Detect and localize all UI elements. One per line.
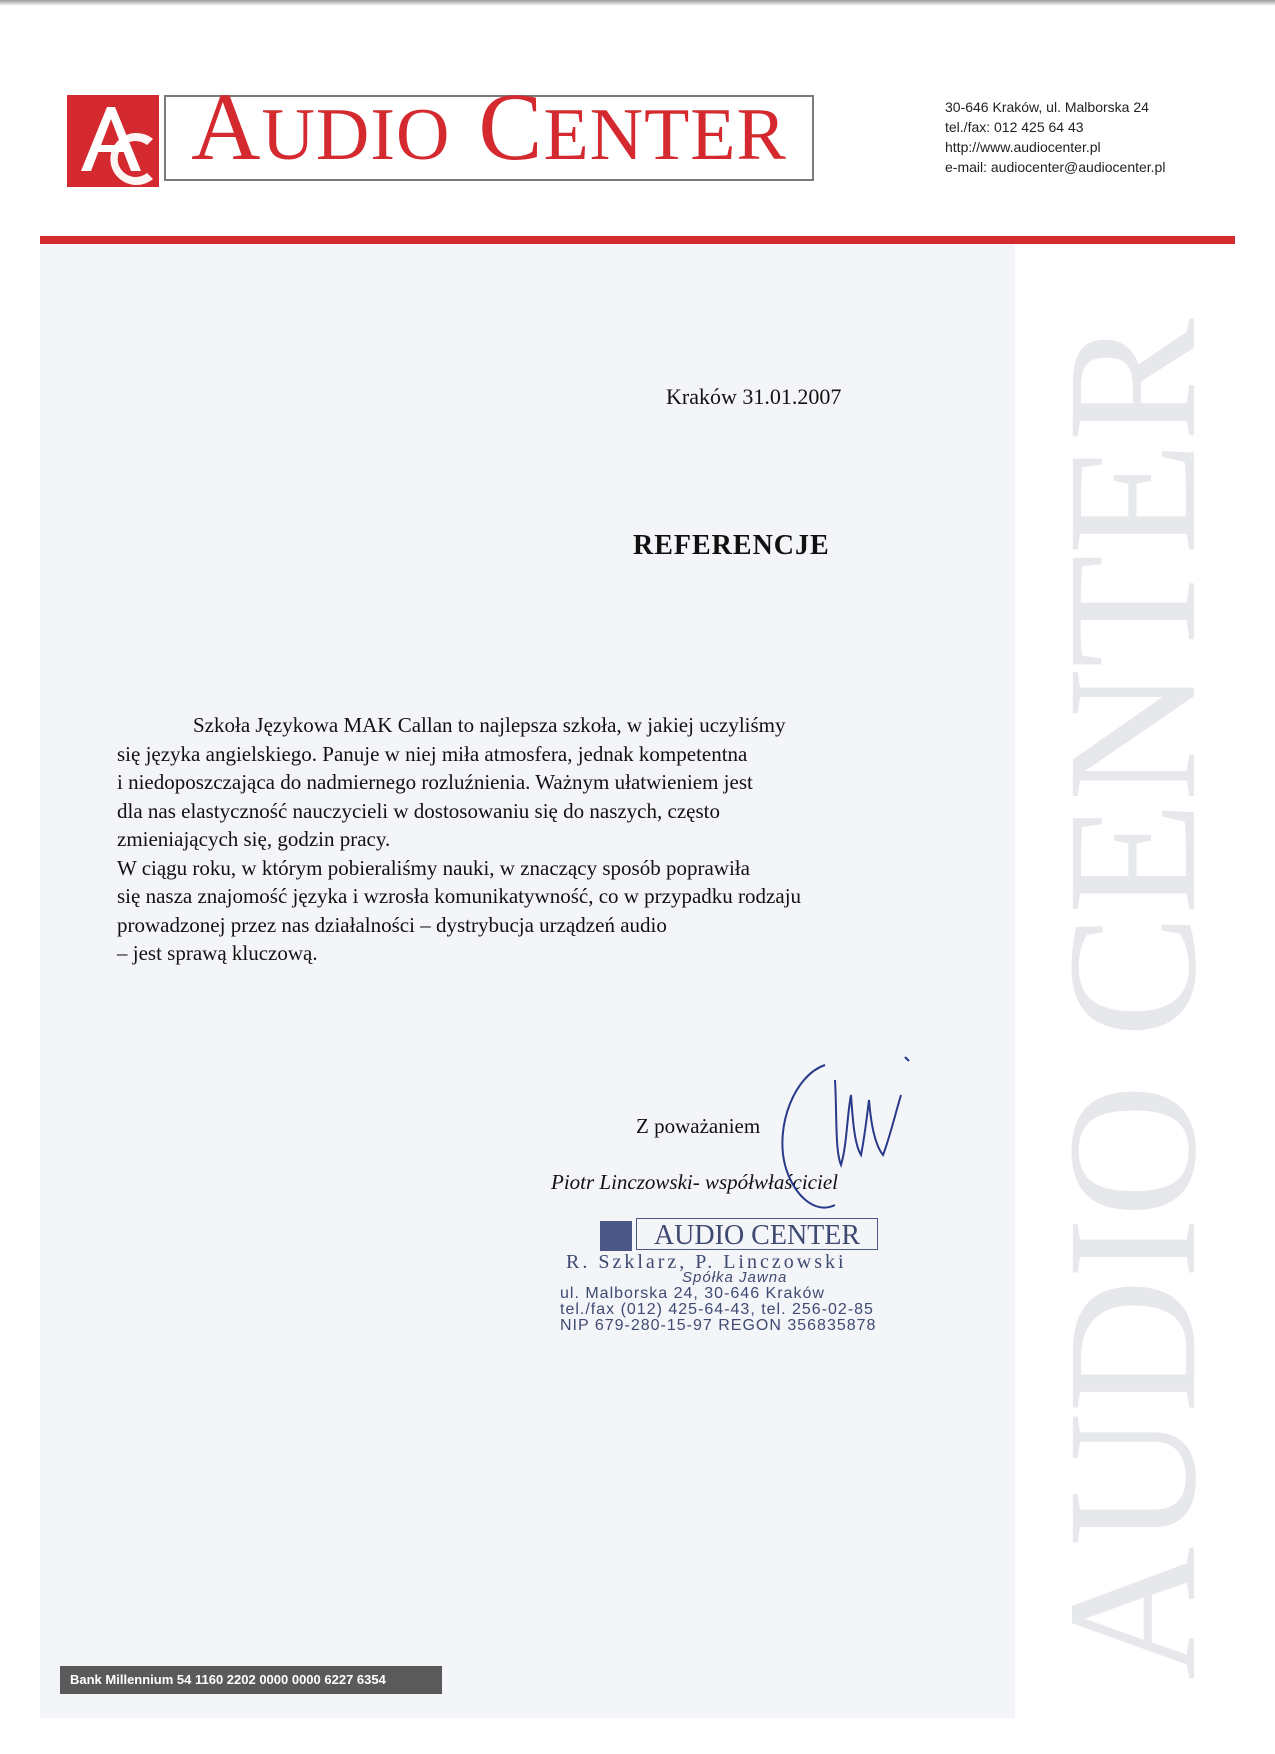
body-line: Szkoła Językowa MAK Callan to najlepsza szkoła, w jakiej uczyliśmy [193, 713, 786, 737]
stamp-phones: tel./fax (012) 425-64-43, tel. 256-02-85 [560, 1301, 874, 1318]
body-line: zmieniających się, godzin pracy. [117, 827, 391, 851]
contact-email: e-mail: audiocenter@audiocenter.pl [945, 159, 1166, 175]
handwritten-signature [755, 1055, 915, 1225]
contact-telfax: tel./fax: 012 425 64 43 [945, 119, 1084, 135]
stamp-owners: R. Szklarz, P. Linczowski [566, 1251, 847, 1273]
letter-body [117, 711, 947, 968]
stamp-brand: AUDIO CENTER [636, 1218, 878, 1250]
brand-wordmark: AUDIO CENTER [164, 95, 814, 181]
closing-greeting: Z poważaniem [636, 1114, 761, 1138]
body-line: się języka angielskiego. Panuje w niej miła atmosfera, jednak kompetentna [117, 741, 748, 766]
body-line: – jest sprawą kluczową. [117, 941, 318, 965]
letter-panel [40, 244, 1015, 1718]
contact-website: http://www.audiocenter.pl [945, 139, 1101, 155]
body-line: prowadzonej przez nas działalności – dystrybucja urządzeń audio [117, 912, 667, 937]
header-divider [40, 236, 1235, 244]
contact-block [945, 97, 1245, 177]
body-line: W ciągu roku, w którym pobieraliśmy nauki, w znaczący sposób poprawiła [117, 855, 750, 880]
stamp-address: ul. Malborska 24, 30-646 Kraków [560, 1285, 825, 1302]
body-line: i niedoposzczająca do nadmiernego rozluźnienia. Ważnym ułatwieniem jest [117, 770, 753, 794]
scan-edge [0, 0, 1275, 6]
letter-date: Kraków 31.01.2007 [666, 384, 842, 409]
stamp-monogram-icon [600, 1221, 632, 1251]
ac-monogram-icon [67, 95, 159, 187]
body-line: się nasza znajomość języka i wzrosła komunikatywność, co w przypadku rodzaju [117, 884, 802, 908]
brand-watermark: AUDIO CENTER [1030, 318, 1235, 1680]
stamp-tax-ids: NIP 679-280-15-97 REGON 356835878 [560, 1317, 877, 1334]
audio-center-logo [67, 73, 817, 187]
letter-title: REFERENCJE [633, 530, 830, 561]
signer-name: Piotr Linczowski- współwłaściciel [551, 1170, 838, 1194]
company-stamp [560, 1218, 920, 1334]
stamp-company-type: Spółka Jawna [682, 1269, 788, 1286]
bank-account-bar: Bank Millennium 54 1160 2202 0000 0000 6227 6354 [60, 1666, 442, 1694]
body-line: dla nas elastyczność nauczycieli w dostosowaniu się do naszych, często [117, 798, 720, 823]
stamp-logo [600, 1218, 920, 1254]
contact-address: 30-646 Kraków, ul. Malborska 24 [945, 99, 1149, 115]
